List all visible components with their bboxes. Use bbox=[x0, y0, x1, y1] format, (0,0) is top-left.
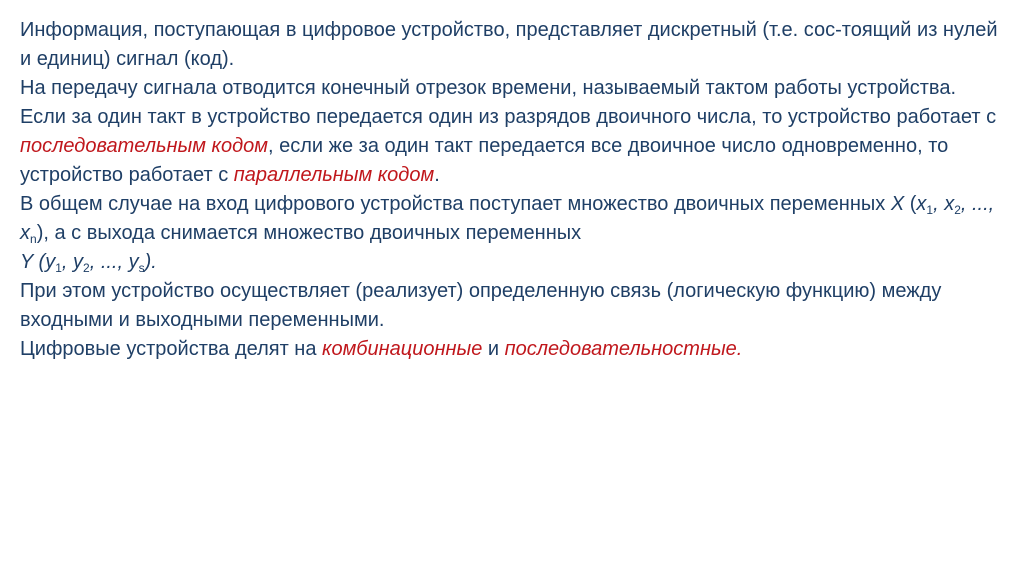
text-serial-parallel-b: , если же за один такт передается все двоичное число одновременно, то устройство работает с bbox=[20, 135, 949, 186]
text-paren-close: ) bbox=[36, 222, 44, 244]
text-dots: , ..., bbox=[960, 193, 995, 215]
text-paren-open: ( bbox=[904, 193, 917, 215]
text-logic-function: При этом устройство осуществляет (реализует) определенную связь (логическую функцию) между входными и выходными переменными. bbox=[20, 280, 942, 331]
term-combinational: комбинационные bbox=[322, 338, 483, 360]
paragraph-digital-signal bbox=[20, 16, 1000, 74]
text-variables-b: , а с выхода снимается множество двоичных переменных bbox=[43, 222, 582, 244]
var-Y: Y bbox=[20, 251, 33, 273]
var-xn: x bbox=[20, 222, 30, 244]
sub-2: 2 bbox=[954, 203, 961, 217]
paragraph-variables bbox=[20, 190, 1000, 277]
paragraph-serial-parallel bbox=[20, 103, 1000, 190]
var-ys: y bbox=[128, 251, 139, 273]
text-device-types-b: и bbox=[482, 338, 505, 360]
ysub-2: 2 bbox=[83, 261, 90, 275]
text-serial-parallel-a: Если за один такт в устройство передается один из разрядов двоичного числа, то устройство работает с bbox=[20, 106, 997, 128]
sub-n: n bbox=[30, 232, 37, 246]
slide-body bbox=[20, 16, 1000, 364]
term-parallel-code: параллельным кодом bbox=[233, 164, 435, 186]
text-serial-parallel-c: . bbox=[434, 164, 440, 186]
text-variables-a: В общем случае на вход цифрового устройства поступает множество двоичных переменных bbox=[20, 193, 891, 215]
var-x1: x bbox=[916, 193, 927, 215]
term-sequential: последовательностные bbox=[504, 338, 737, 360]
var-y1: y bbox=[45, 251, 56, 273]
text-clock-cycle: На передачу сигнала отводится конечный отрезок времени, называемый тактом работы устройства. bbox=[20, 77, 957, 99]
var-X: X bbox=[890, 193, 905, 215]
text-digital-signal: Информация, поступающая в цифровое устройство, представляет дискретный (т.е. сос-тоящий из нулей и единиц) сигнал (код). bbox=[20, 19, 998, 70]
var-y2: y bbox=[73, 251, 84, 273]
text-yparen-open: ( bbox=[32, 251, 46, 273]
text-yparen-close: ). bbox=[144, 251, 157, 273]
ysub-s: s bbox=[138, 261, 145, 275]
sub-1: 1 bbox=[926, 203, 934, 217]
ysub-1: 1 bbox=[55, 261, 62, 275]
paragraph-clock-cycle bbox=[20, 74, 1000, 103]
paragraph-logic-function bbox=[20, 277, 1000, 335]
var-x2: x bbox=[944, 193, 955, 215]
text-device-types-a: Цифровые устройства делят на bbox=[20, 338, 323, 360]
text-sep1: , bbox=[933, 193, 945, 215]
text-ysep1: , bbox=[61, 251, 74, 273]
text-ydots: , ..., bbox=[89, 251, 129, 273]
paragraph-device-types bbox=[20, 335, 1000, 364]
text-device-types-c: . bbox=[736, 338, 743, 360]
term-serial-code: последовательным кодом bbox=[20, 135, 268, 157]
